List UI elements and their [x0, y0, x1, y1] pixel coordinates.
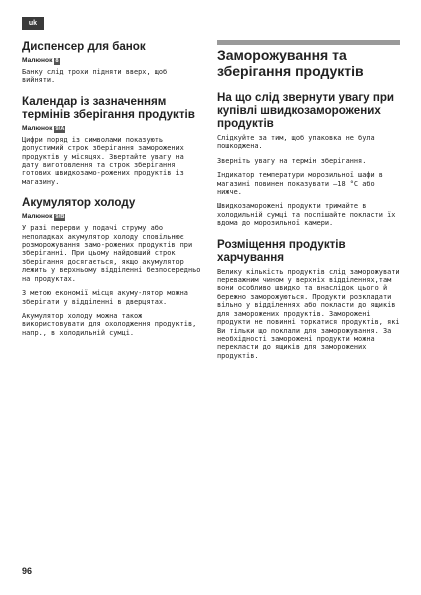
buying-text-3: Індикатор температури морозильної шафи в магазині повинен показувати –18 °C або нижче. [217, 171, 383, 197]
dispenser-text: Банку слід трохи підняти вверх, щоб вийняти. [22, 68, 168, 85]
calendar-section [22, 95, 202, 186]
accumulator-text-3: Акумулятор холоду можна також використовувати для охолодження продуктів, напр., в холодильній сумці. [22, 311, 197, 337]
accumulator-heading: Акумулятор холоду [22, 196, 136, 210]
right-column [217, 40, 400, 370]
figure-number-badge: 9/A [55, 125, 65, 132]
dispenser-heading: Диспенсер для банок [22, 40, 146, 53]
figure-number-badge: 8 [55, 58, 59, 64]
placement-heading: Розміщення продуктів харчування [217, 237, 346, 264]
buying-text-2: Зверніть увагу на термін зберігання. [217, 156, 367, 165]
buying-section [217, 91, 400, 228]
accumulator-text-2: З метою економії місця акуму-лятор можна зберігати у відділенні в дверцятах. [22, 289, 188, 306]
figure-number-badge: 9/B [55, 214, 65, 221]
language-tab: uk [22, 17, 44, 30]
accumulator-section [22, 196, 202, 337]
buying-heading: На що слід звернути увагу при купівлі швидкозаморожених продуктів [217, 91, 395, 130]
accumulator-text-1: У разі перерви у подачі струму або неполадках акумулятор холоду сповільнює розморожування замо-рожених продуктів при зберіганні. При цьому найдовший строк зберігання досягається, якщо акумулятор лежить у верхньому відділенні безпосередньо на продуктах. [22, 224, 201, 283]
dispenser-section [22, 40, 202, 85]
left-column [22, 40, 202, 347]
calendar-text: Цифри поряд із символами показують допустимий строк зберігання заморожених продуктів у місяцях. Звертайте увагу на дату виготовлення та строк зберігання готових швидкозамо-рожених продуктів із магазину. [22, 135, 184, 186]
main-section-header [217, 40, 400, 79]
calendar-heading: Календар із зазначенням термінів зберігання продуктів [22, 94, 195, 121]
main-section-title: Заморожування та зберігання продуктів [217, 47, 364, 79]
placement-text: Велику кількість продуктів слід заморожувати переважним чином у верхніх відділеннях,там вони особливо швидко та внаслідок цього й бережно заморожуються. Продукти розкладати вільно у відділеннях або покласти до ящиків для заморожених продуктів. Заморожені продукти не повинні торкатися продуктів, які Ви тільки що поклали для заморожування. За необхідності заморожені продукти можна перекласти до ящиків для заморожених продуктів. [217, 267, 400, 360]
buying-text-4: Швидкозаморожені продукти тримайте в холодильній сумці та поспішайте покласти їх вдома до морозильної камери. [217, 202, 396, 228]
placement-section [217, 238, 400, 360]
buying-text-1: Слідкуйте за тим, щоб упаковка не була пошкоджена. [217, 134, 375, 151]
dispenser-figure-ref: Малюнок 8 [22, 57, 59, 64]
calendar-figure-ref: Малюнок 9/A [22, 124, 65, 132]
accumulator-figure-ref: Малюнок 9/B [22, 213, 65, 221]
page-number: 96 [22, 566, 33, 576]
